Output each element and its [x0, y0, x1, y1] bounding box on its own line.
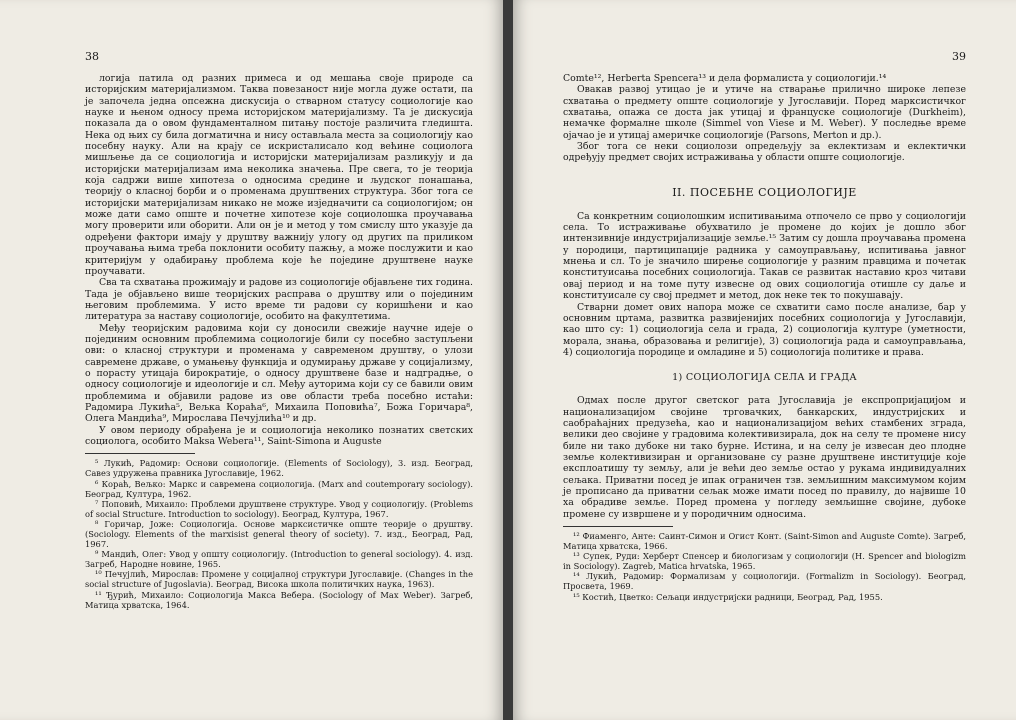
- footnote: ¹⁵ Костић, Цветко: Сељаци индустријски радници, Београд, Рад, 1955.: [573, 591, 883, 602]
- paragraph: Одмах после другог светског рата Југославија је експропријацијом и национализацијом својине трговачких, банкарских, индустријских и саобраћајних предузећа, као и национализацијом већих стамбених зграда, велики део својине у градовима колективизирала, док на селу те промене нису биле ни тако дубоке ни тако бурне. Истина, и на селу је извесан део плодне земље колективизиран и организоване су разне друштвене институције које експлоатишу ту земљу, али је већи део земље остао у рукама индивидуалних сељака. Приватни посед је ипак ограничен тзв. земљишним максимумом којим је прописано да приватни сељак може имати посед по правилу, до највише 10 ха обрадиве земље. Поред промена у погледу земљишне својине, дубоке промене су извршене и у породичним односима.: [563, 395, 966, 520]
- paragraph: Са конкретним социолошким испитивањима отпочело се прво у социологији села. То истраживање обухватило је промене до којих је дошло због интензивније индустријализације земље.¹⁵ Затим су дошла проучавања промена у породици, партиципације радника у самоуправљању, испитивања јавног мнења и сл. То је значило ширење социологије у разним правцима и почетак конституисања посебних социологија. Такав се развитак наставио кроз читави овај период и на томе путу извесне од ових социологија отишле су даље и конституисале су свој предмет и метод, док неке тек то покушавају.: [563, 210, 966, 302]
- subsection-heading: 1) СОЦИОЛОГИЈА СЕЛА И ГРАДА: [672, 372, 857, 384]
- footnotes: [85, 458, 473, 609]
- page-number: 38: [85, 50, 99, 63]
- footnote: ⁷ Поповић, Михаило: Проблеми друштвене структуре. Увод у социологију. (Problems of social Structure. Introduction to sociology). Београд, Култура, 1967.: [85, 498, 473, 519]
- body-text: [85, 73, 473, 447]
- paragraph: У овом периоду обрађена је и социологија неколико познатих светских социолога, особито Maksa Webera¹¹, Saint-Simona и Auguste: [85, 424, 473, 447]
- left-page: [0, 0, 503, 720]
- page-number: 39: [952, 50, 966, 63]
- footnote: ⁵ Лукић, Радомир: Основи социологије. (Elements of Sociology), 3. изд. Београд, Савез удружења правника Југославије, 1962.: [85, 458, 473, 479]
- footnotes: [563, 531, 966, 602]
- footnote-divider: [563, 526, 673, 527]
- footnote: ¹⁰ Печујлић, Мирослав: Промене у социјалној структури Југославије. (Changes in the social structure of Jugoslavia). Београд, Висока школа политичких наука, 1963).: [85, 569, 473, 590]
- footnote: ¹² Фиаменго, Анте: Саинт-Симон и Огист Конт. (Saint-Simon and Auguste Comte). Загреб, Матица хрватска, 1966.: [563, 531, 966, 552]
- section-heading: II. ПОСЕБНЕ СОЦИОЛОГИЈЕ: [672, 185, 857, 199]
- footnote: ¹³ Супек, Руди: Херберт Спенсер и биологизам у социологији (H. Spencer and biologizm in Sociology). Zagreb, Matica hrvatska, 1965.: [563, 551, 966, 572]
- body-text: [563, 395, 966, 520]
- footnote: ⁶ Кораћ, Вељко: Маркс и савремена социологија. (Marx and coutemporary sociology). Београд, Култура, 1962.: [85, 478, 473, 499]
- book-gutter: [503, 0, 513, 720]
- paragraph: Овакав развој утицао је и утиче на стварање прилично широке лепезе схватања о предмету опште социологије у Југославији. Поред марксистичког схватања, опажа се доста јак утицај и француске социологије (Durkheim), немачке формалне школе (Simmel von Viese и M. Weber). У последње време ојачао је и утицај америчке социологије (Parsons, Merton и др.).: [563, 84, 966, 141]
- paragraph: Стварни домет ових напора може се схватити само после анализе, бар у основним цртама, развитка развијенијих посебних социологија у Југославији, као што су: 1) социологија села и града, 2) социологија културе (уметности, морала, знања, образовања и религије), 3) социологија рада и самоуправљања, 4) социологија породице и омладине и 5) социологија политике и права.: [563, 301, 966, 358]
- footnote-divider: [85, 453, 195, 454]
- paragraph: Међу теоријским радовима који су доносили свежије научне идеје о појединим основним проблемима социологије били су посебно заступљени ови: о класној структури и променама у савременом друштву, о улози савремене државе, о умањењу функција и одумирању државе у социјализму, о порасту утицаја бирократије, о односу друштвене базе и надградње, о односу социологије и идеологије и сл. Међу ауторима који су се бавили овим проблемима и објавили радове из ове области треба посебно истаћи: Радомира Лукића⁵, Вељка Кораћа⁶, Михаила Поповића⁷, Божа Горичара⁸, Олега Мандића⁹, Мирослава Печујлића¹⁰ и др.: [85, 322, 473, 425]
- paragraph: Због тога се неки социолози опредељују за еклектизам и еклектички одређују предмет својих истраживања у области опште социологије.: [563, 141, 966, 164]
- footnote: ¹⁴ Лукић, Радомир: Формализам у социологији. (Formalizm in Sociology). Београд, Просвета, 1969.: [563, 571, 966, 592]
- right-page: [513, 0, 1016, 720]
- body-text: [563, 211, 966, 358]
- body-text: [563, 73, 966, 164]
- paragraph: Comte¹², Herberta Spencera¹³ и дела формалиста у социологији.¹⁴: [563, 73, 887, 84]
- footnote: ⁸ Горичар, Јоже: Социологија. Основе марксистичке опште теорије о друштву. (Sociology. Elements of the marxisist general theory of society). 7. изд., Београд, Рад, 1967.: [85, 518, 473, 550]
- footnote: ¹¹ Ђурић, Михаило: Социологија Макса Вебера. (Sociology of Max Weber). Загреб, Матица хрватска, 1964.: [85, 589, 473, 610]
- footnote: ⁹ Мандић, Олег: Увод у општу социологију. (Introduction to general sociology). 4. изд. Загреб, Народне новине, 1965.: [85, 549, 473, 570]
- paragraph: логија патила од разних примеса и од мешања своје природе са историјским материјализмом. Таква повезаност није могла дуже остати, па је започела једна опсежна дискусија о стварном статусу социологије као науке и њеном односу према историјском материјализму. Та је дискусија показала да о овом фундаменталном питању постоје различита гледишта. Нека од њих су била догматична и нису остављала места за социологију као посебну науку. Али на крају се искристалисало код већине социолога мишљење да се социологија и историјски материјализам разликују и да историјски материјализам има неколика значења. Пре свега, то је теорија која садржи више хипотеза о односима средине и људског понашања, теорију о класној борби и о променама друштвених структура. Због тога се историјски материјализам никако не може изједначити са социологијом; он може дати само опште и почетне хипотезе које социолошка проучавања могу проверити или оборити. Али он је и метод у том смислу што указује да одређени фактори имају у друштву важнију улогу од других па приликом проучавања њима треба поклонити особиту пажњу, а може послужити и као критеријум у одабирању проблема које ће поједине друштвене науке проучавати.: [85, 73, 473, 277]
- paragraph: Сва та схватања прожимају и радове из социологије објављене тих година. Тада је објављено више теоријских расправа о друштву или о појединим његовим проблемима. У исто време ти радови су коришћени и као литература за наставу социологије, особито на факултетима.: [85, 277, 473, 323]
